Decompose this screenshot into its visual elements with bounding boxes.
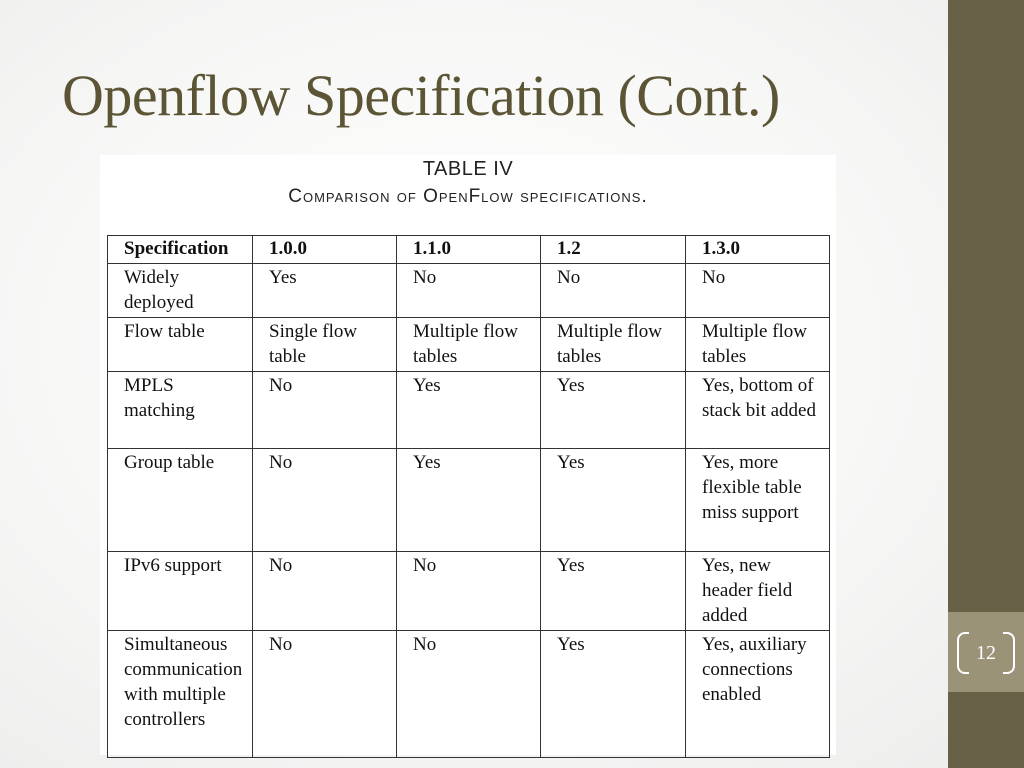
page-number-box xyxy=(948,612,1024,692)
page-number: 12 xyxy=(976,641,996,664)
value-cell: Yes xyxy=(253,264,397,318)
table-row xyxy=(108,264,830,318)
value-cell: Single flow table xyxy=(253,318,397,372)
table-row xyxy=(108,318,830,372)
table-row xyxy=(108,552,830,631)
value-cell: Yes, more flexible table miss support xyxy=(686,449,830,552)
value-cell: No xyxy=(686,264,830,318)
value-cell: Yes, new header field added xyxy=(686,552,830,631)
value-cell: Yes xyxy=(541,449,686,552)
value-cell: Yes, bottom of stack bit added xyxy=(686,372,830,449)
page-number-frame xyxy=(957,632,1015,674)
value-cell: Yes xyxy=(541,372,686,449)
value-cell: Yes xyxy=(541,552,686,631)
feature-cell: Widely deployed xyxy=(108,264,253,318)
table-row xyxy=(108,449,830,552)
slide-title: Openflow Specification (Cont.) xyxy=(62,63,780,128)
feature-cell: IPv6 support xyxy=(108,552,253,631)
value-cell: No xyxy=(541,264,686,318)
value-cell: Multiple flow tables xyxy=(541,318,686,372)
feature-cell: Group table xyxy=(108,449,253,552)
value-cell: No xyxy=(253,372,397,449)
feature-cell: Flow table xyxy=(108,318,253,372)
value-cell: Yes xyxy=(397,372,541,449)
value-cell: No xyxy=(397,552,541,631)
column-header: 1.2 xyxy=(541,236,686,264)
value-cell: No xyxy=(253,631,397,758)
left-bracket-icon xyxy=(957,632,969,674)
column-header: 1.0.0 xyxy=(253,236,397,264)
value-cell: No xyxy=(397,264,541,318)
value-cell: No xyxy=(397,631,541,758)
value-cell: No xyxy=(253,449,397,552)
table-number: TABLE IV xyxy=(422,158,514,180)
table-caption: Comparison of OpenFlow specifications. xyxy=(288,186,648,207)
value-cell: Yes xyxy=(541,631,686,758)
feature-cell: Simultaneous communication with multiple controllers xyxy=(108,631,253,758)
right-bracket-icon xyxy=(1003,632,1015,674)
feature-cell: MPLS matching xyxy=(108,372,253,449)
value-cell: Multiple flow tables xyxy=(397,318,541,372)
column-header: Specification xyxy=(108,236,253,264)
column-header: 1.3.0 xyxy=(686,236,830,264)
value-cell: No xyxy=(253,552,397,631)
column-header: 1.1.0 xyxy=(397,236,541,264)
spec-comparison-table xyxy=(107,235,830,758)
table-row xyxy=(108,372,830,449)
value-cell: Yes xyxy=(397,449,541,552)
table-header-row xyxy=(108,236,830,264)
value-cell: Yes, auxiliary connections enabled xyxy=(686,631,830,758)
value-cell: Multiple flow tables xyxy=(686,318,830,372)
table-figure xyxy=(100,155,836,755)
table-row xyxy=(108,631,830,758)
